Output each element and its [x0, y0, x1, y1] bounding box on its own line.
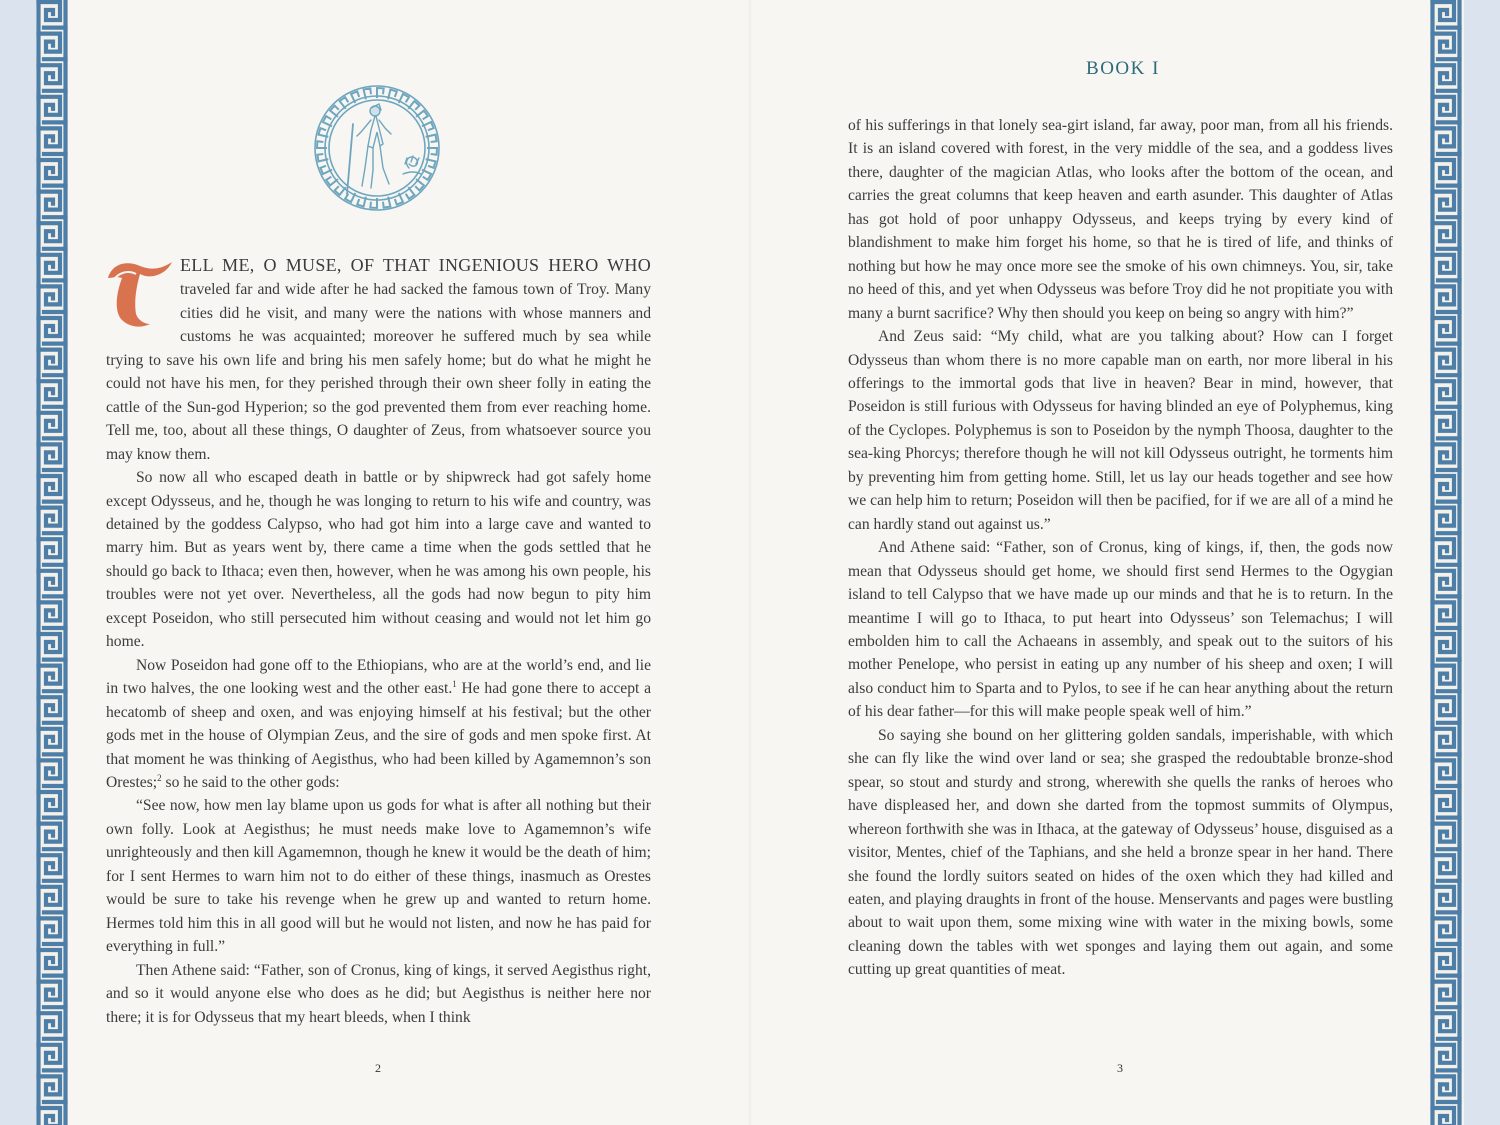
paragraph: “See now, how men lay blame upon us gods for what is after all nothing but their own folly. Look at Aegisthus; he must needs make love to Agamemnon’s wife unrighteously and then kill Agamemnon, though he knew it would be the death of him; for I sent Hermes to warn him not to do either of these things, inasmuch as Orestes would be sure to take his revenge when he grew up and wanted to return home. Hermes told him this in all good will but he would not listen, and now he has paid for everything in full.” — [106, 797, 651, 956]
paragraph-text: Now Poseidon had gone off to the Ethiopians, who are at the world’s end, and lie in two halves, the one looking west and the other east. — [106, 656, 651, 698]
paragraph: of his sufferings in that lonely sea-girt island, far away, poor man, from all his friends. It is an island covered with forest, in the very middle of the sea, and a goddess lives there, daughter of the magician Atlas, who looks after the bottom of the ocean, and carries the great columns that keep heaven and earth asunder. This daughter of Atlas has got hold of poor unhappy Odysseus, and keeps trying by every kind of blandishment to make him forget his home, so that he is tired of life, and thinks of nothing but how he may once more see the smoke of his own chimneys. You, sir, take no heed of this, and yet when Odysseus was before Troy did he not propitiate you with many a burnt sacrifice? Why then should you keep on being so angry with him?” — [848, 117, 1393, 322]
paragraph-text: He had gone there to accept a hecatomb of sheep and oxen, and was enjoying himself at his festival; but the other gods met in the house of Olympian Zeus, and the sire of gods and men spoke first. At that moment he was thinking of Aegisthus, who had been killed by Agamemnon’s son Orestes; — [106, 680, 651, 791]
paragraph: So saying she bound on her glittering golden sandals, imperishable, with which she can fly like the wind over land or sea; she grasped the redoubtable bronze-shod spear, so stout and sturdy and strong, wherewith she quells the ranks of heroes who have displeased her, and down she darted from the topmost summits of Olympus, whereon forthwith she was in Ithaca, at the gateway of Odysseus’ house, disguised as a visitor, Mentes, chief of the Taphians, and she held a bronze spear in her hand. There she found the lordly suitors seated on hides of the oxen which they had killed and eaten, and playing draughts in front of the house. Menservants and pages were bustling about to wait upon them, some mixing wine with water in the mixing bowls, some cleaning down the tables with wet sponges and laying them out again, and some cutting up great quantities of meat. — [848, 726, 1393, 979]
greek-key-border-right — [1430, 0, 1462, 1125]
paragraph: And Athene said: “Father, son of Cronus, king of kings, if, then, the gods now mean that Odysseus should get home, we should first send Hermes to the Ogygian island to tell Calypso that we have made up our minds and that he is to return. In the meantime I will go to Ithaca, to put heart into Odysseus’ son Telemachus; I will embolden him to call the Achaeans in assembly, and speak out to the suitors of his mother Penelope, who persist in eating up any number of his sheep and oxen; I will also conduct him to Sparta and to Pylos, to see if he can hear anything about the return of his dear father—for this will make people speak well of him.” — [848, 539, 1393, 721]
chapter-title: BOOK I — [1086, 58, 1160, 79]
outer-margin-right — [1464, 0, 1500, 1125]
footnote-marker: 1 — [452, 678, 457, 689]
paragraph: And Zeus said: “My child, what are you talking about? How can I forget Odysseus than whom there is no more capable man on earth, nor more liberal in his offerings to the immortal gods that live in heaven? Bear in mind, however, that Poseidon is still furious with Odysseus for having blinded an eye of Polyphemus, king of the Cyclopes. Polyphemus is son to Poseidon by the nymph Thoosa, daughter to the sea-king Phorcys; therefore though he will not kill Odysseus outright, he torments him by preventing him from getting home. Still, let us lay our heads together and see how we can help him to return; Poseidon will then be pacified, for if we are all of a mind he can hardly stand out against us.” — [848, 328, 1393, 533]
opening-small-caps: ELL ME, O MUSE, OF THAT INGENIOUS HERO WHO — [180, 255, 651, 275]
paragraph-text: so he said to the other gods: — [161, 773, 340, 791]
book-spine — [748, 0, 752, 1125]
opening-text: traveled far and wide after he had sacked the famous town of Troy. Many cities did he visit, and many were the nations with whose manners and customs he was acquainted; moreover he suffered much by sea while trying to save his own life and bring his men safely home; but do what he might he could not have his men, for they perished through their own sheer folly in eating the cattle of the Sun-god Hyperion; so the god prevented them from ever reaching home. Tell me, too, about all these things, O daughter of Zeus, from whatsoever source you may know them. — [106, 281, 651, 463]
drop-cap-t-icon — [104, 258, 176, 328]
page-number-right: 3 — [1117, 1061, 1123, 1075]
opening-paragraph — [106, 254, 651, 466]
outer-margin-left — [0, 0, 36, 1125]
paragraph — [106, 654, 651, 795]
greek-warrior-medallion-icon — [313, 84, 441, 212]
paragraph: So now all who escaped death in battle or by shipwreck had got safely home except Odysseus, and he, though he was longing to return to his wife and country, was detained by the goddess Calypso, who had got him into a large cave and wanted to marry him. But as years went by, there came a time when the gods settled that he should go back to Ithaca; even then, however, when he was among his own people, his troubles were not yet over. Nevertheless, all the gods had now begun to pity him except Poseidon, who still persecuted him without ceasing and would not let him go home. — [106, 469, 651, 651]
footnote-marker: 2 — [157, 772, 162, 783]
page-number-left: 2 — [375, 1061, 381, 1075]
right-page-body — [848, 114, 1393, 982]
greek-key-border-left — [36, 0, 68, 1125]
paragraph: Then Athene said: “Father, son of Cronus, king of kings, it served Aegisthus right, and so it would anyone else who does as he did; but Aegisthus is neither here nor there; it is for Odysseus that my heart bleeds, when I think — [106, 961, 651, 1026]
left-page-body — [106, 254, 651, 1029]
